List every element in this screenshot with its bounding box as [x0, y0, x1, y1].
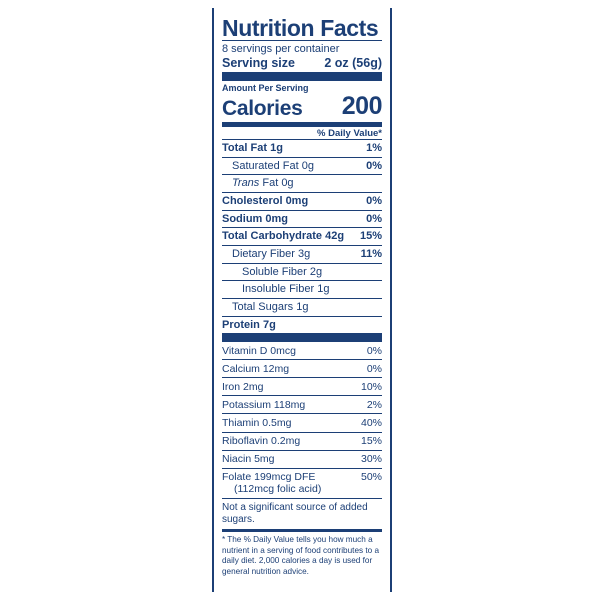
table-row: [222, 174, 382, 192]
nutrient-name: Saturated Fat 0g: [232, 159, 314, 172]
vitamin-name: [222, 471, 321, 495]
vitamin-name: Thiamin 0.5mg: [222, 416, 292, 429]
serving-size-value: 2 oz (56g): [324, 56, 382, 71]
nutrient-pct: 0%: [366, 159, 382, 172]
added-sugars-note: Not a significant source of added sugars.: [222, 498, 382, 529]
table-row: [222, 139, 382, 157]
daily-value-header: % Daily Value*: [317, 128, 382, 140]
nutrient-name: Protein 7g: [222, 318, 276, 331]
nutrient-pct: 1%: [366, 142, 382, 155]
serving-size-row: [222, 56, 382, 70]
nutrient-name: Soluble Fiber 2g: [242, 265, 323, 278]
folate-line-1: Folate 199mcg DFE: [222, 471, 316, 484]
vitamin-pct: 0%: [366, 362, 382, 375]
table-row: [222, 298, 382, 316]
vitamin-pct: 40%: [360, 416, 382, 429]
vitamin-name: Iron 2mg: [222, 380, 264, 393]
table-row: [222, 227, 382, 245]
daily-value-footnote: [222, 532, 382, 578]
footnote-star: *: [222, 534, 226, 544]
trans-italic: Trans: [232, 177, 260, 190]
table-row: [222, 377, 382, 395]
vitamin-pct: 2%: [366, 398, 382, 411]
divider-under-calories: [222, 122, 382, 127]
nutrient-name: Cholesterol 0mg: [222, 195, 309, 208]
nutrient-name: Dietary Fiber 3g: [232, 247, 311, 260]
nutrient-pct: 15%: [359, 230, 382, 243]
servings-per-container: 8 servings per container: [222, 43, 340, 56]
amount-per-serving-label: Amount Per Serving: [222, 83, 309, 94]
table-row: [222, 468, 382, 498]
calories-value: 200: [341, 92, 382, 121]
divider-thick-top: [222, 72, 382, 81]
vitamin-name: Potassium 118mg: [222, 398, 306, 411]
nutrient-name: Sodium 0mg: [222, 212, 289, 225]
table-row: [222, 413, 382, 431]
table-row: [222, 280, 382, 298]
nutrient-name: [222, 177, 294, 190]
table-row: [222, 342, 382, 359]
serving-size-label: Serving size: [222, 56, 295, 71]
trans-rest: Fat 0g: [259, 177, 294, 190]
nutrient-pct: 0%: [366, 212, 382, 225]
vitamin-pct: 15%: [360, 435, 382, 447]
calories-label: Calories: [222, 97, 303, 121]
table-row: [222, 316, 382, 334]
table-row: [222, 210, 382, 228]
nutrition-facts-label: [212, 8, 392, 592]
nutrient-table: [222, 139, 382, 333]
table-row: [222, 157, 382, 175]
folate-line-2: (112mcg folic acid): [234, 483, 322, 496]
nutrient-name: Total Carbohydrate 42g: [222, 230, 345, 243]
vitamin-name: Calcium 12mg: [222, 362, 290, 375]
vitamin-table: [222, 342, 382, 498]
divider-thick-bottom: [222, 333, 382, 342]
footnote-text: The % Daily Value tells you how much a nutrient in a serving of food contributes to a daily diet. 2,000 calories a day is used for general nutrition advice.: [222, 534, 380, 577]
table-row: [222, 245, 382, 263]
vitamin-name: Niacin 5mg: [222, 453, 275, 466]
nutrient-name: Insoluble Fiber 1g: [242, 283, 330, 296]
nutrient-name: Total Sugars 1g: [232, 300, 309, 313]
vitamin-name: Vitamin D 0mcg: [222, 344, 296, 357]
table-row: [222, 263, 382, 281]
vitamin-pct: 50%: [360, 471, 382, 484]
vitamin-name: Riboflavin 0.2mg: [222, 435, 301, 447]
table-row: [222, 432, 382, 450]
vitamin-pct: 10%: [360, 380, 382, 393]
nutrient-pct: 11%: [360, 247, 382, 260]
table-row: [222, 395, 382, 413]
nutrient-pct: 0%: [366, 195, 382, 208]
nutrient-name: Total Fat 1g: [222, 142, 283, 155]
table-row: [222, 192, 382, 210]
table-row: [222, 450, 382, 468]
calories-row: [222, 92, 382, 121]
vitamin-pct: 0%: [366, 344, 382, 357]
vitamin-pct: 30%: [360, 453, 382, 466]
table-row: [222, 359, 382, 377]
page-title: Nutrition Facts: [222, 15, 379, 41]
